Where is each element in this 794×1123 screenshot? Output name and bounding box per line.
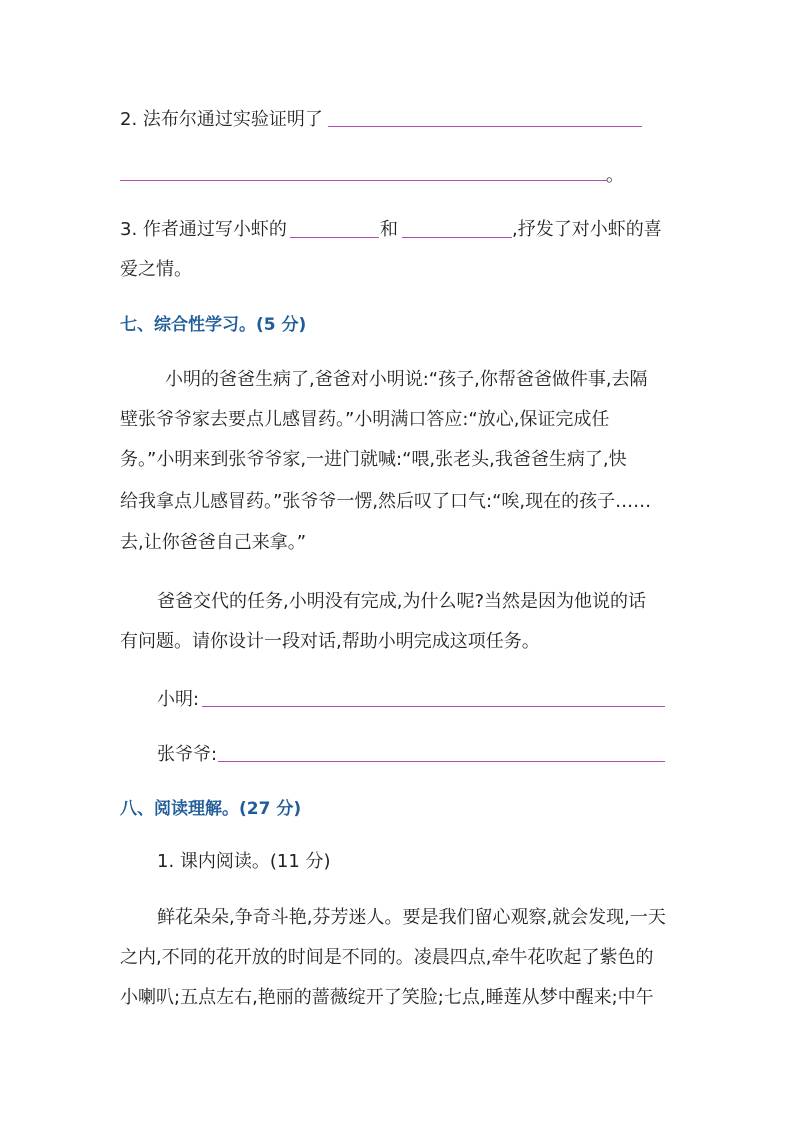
passage-line-1: 鲜花朵朵,争奇斗艳,芬芳迷人。要是我们留心观察,就会发现,一天 (157, 907, 666, 928)
story-line-3: 务。”小明来到张爷爷家,一进门就喊:“喂,张老头,我爸爸生病了,快 (120, 449, 627, 470)
passage-line-3: 小喇叭;五点左右,艳丽的蔷薇绽开了笑脸;七点,睡莲从梦中醒来;中午 (120, 987, 654, 1008)
section7-title: 七、综合性学习。(5 分) (120, 315, 307, 335)
story-line-1: 小明的爸爸生病了,爸爸对小明说:“孩子,你帮爸爸做件事,去隔 (165, 369, 648, 390)
q3-answer-blank-2[interactable] (402, 237, 512, 238)
task-line-2: 有问题。请你设计一段对话,帮助小明完成这项任务。 (120, 631, 540, 652)
q2-answer-blank-1[interactable] (328, 126, 642, 127)
task-line-1: 爸爸交代的任务,小明没有完成,为什么呢?当然是因为他说的话 (157, 591, 646, 612)
zhang-label: 张爷爷: (157, 744, 218, 765)
q3-mid: 和 (380, 219, 398, 240)
q3-line2: 爱之情。 (120, 259, 192, 280)
story-line-4: 给我拿点儿感冒药。”张爷爷一愣,然后叹了口气:“唉,现在的孩子…… (120, 491, 652, 512)
story-line-2: 壁张爷爷家去要点儿感冒药。”小明满口答应:“放心,保证完成任 (120, 409, 610, 430)
passage-line-2: 之内,不同的花开放的时间是不同的。凌晨四点,牵牛花吹起了紫色的 (120, 947, 654, 968)
xiaoming-label: 小明: (157, 689, 200, 710)
story-line-5: 去,让你爸爸自己来拿。” (120, 532, 307, 553)
q3-answer-blank-1[interactable] (290, 237, 379, 238)
q3-suffix: ,抒发了对小虾的喜 (512, 219, 662, 240)
q2-text: 2. 法布尔通过实验证明了 (120, 109, 323, 130)
q2-end-punct: 。 (606, 165, 624, 186)
q3-prefix: 3. 作者通过写小虾的 (120, 219, 287, 240)
q2-answer-blank-2[interactable] (120, 180, 607, 181)
section8-title: 八、阅读理解。(27 分) (120, 799, 302, 819)
zhang-answer-line[interactable] (218, 761, 665, 762)
xiaoming-answer-line[interactable] (202, 706, 665, 707)
section8-subtitle: 1. 课内阅读。(11 分) (157, 851, 331, 872)
